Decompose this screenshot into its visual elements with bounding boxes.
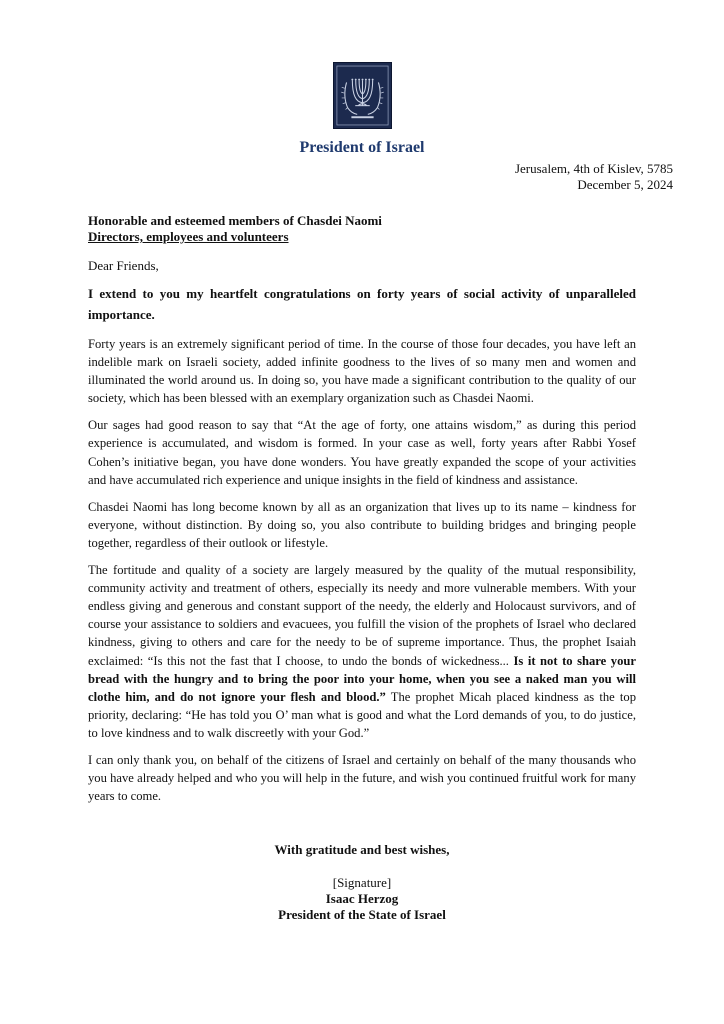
signatory-title: President of the State of Israel <box>278 907 446 922</box>
isaiah-quote: Is it not to share your bread with the hungry and to bring the poor into your home, when you see a naked man you will clothe him, and do not ignore your flesh and blood.” <box>88 653 636 704</box>
office-title: President of Israel <box>299 139 425 156</box>
recipient-subline: Directors, employees and volunteers <box>88 229 289 244</box>
body-paragraph: Forty years is an extremely significant period of time. In the course of those four decades, you have left an indelible mark on Israeli society, added infinite goodness to the lives of so many men and women and illuminated the world around us. In doing so, you have made a significant contribution to the quality of our society, which has been blessed with an exemplary organization such as Chasdei Naomi. <box>88 337 636 406</box>
body-paragraph: I can only thank you, on behalf of the citizens of Israel and certainly on behalf of the many thousands who you have already helped and who you will help in the future, and wish you continued fruitful work for many years to come. <box>88 752 636 804</box>
recipient-line: Honorable and esteemed members of Chasdei Naomi <box>88 213 382 228</box>
letter-body <box>88 283 636 814</box>
paragraph-text: The prophet Micah placed kindness as the top priority, declaring: “He has told you O’ man what is good and what the Lord demands of you, to do justice, to love kindness and to walk discreetly with your God.” <box>88 689 636 740</box>
recipient-block <box>88 213 382 245</box>
lead-paragraph: I extend to you my heartfelt congratulations on forty years of social activity of unparalleled importance. <box>88 286 636 322</box>
gregorian-date: December 5, 2024 <box>577 177 673 192</box>
closing-line: With gratitude and best wishes, <box>274 842 450 857</box>
body-paragraph <box>88 561 636 742</box>
salutation: Dear Friends, <box>88 258 159 273</box>
body-paragraph: Chasdei Naomi has long become known by all as an organization that lives up to its name – kindness for everyone, without distinction. By doing so, you also contribute to building bridges and bringing people together, regardless of their outlook or lifestyle. <box>88 499 636 550</box>
body-paragraph: Our sages had good reason to say that “At the age of forty, one attains wisdom,” as during this period experience is accumulated, and wisdom is formed. In your case as well, forty years after Rabbi Yosef Cohen’s initiative began, you have done wonders. You have greatly expanded the scope of your activities and have accumulated rich experience and unique insights in the field of kindness and assistance. <box>88 418 636 487</box>
menorah-emblem-icon <box>333 62 392 129</box>
signature-block <box>0 875 724 923</box>
date-block <box>515 161 673 193</box>
paragraph-text: The fortitude and quality of a society are largely measured by the quality of the mutual responsibility, community activity and treatment of others, especially its needy and more vulnerable members. With your endless giving and generous and constant support of the needy, the elderly and Holocaust survivors, and of course your assistance to soldiers and evacuees, you fulfill the vision of the prophets of Israel who declared kindness, giving to others and care for the needy to be of supreme importance. Thus, the prophet Isaiah exclaimed: “Is this not the fast that I choose, to undo the bonds of wickedness... <box>88 563 636 668</box>
signatory-name: Isaac Herzog <box>325 891 399 906</box>
signature-placeholder: [Signature] <box>332 875 392 890</box>
hebrew-date: Jerusalem, 4th of Kislev, 5785 <box>514 161 673 176</box>
